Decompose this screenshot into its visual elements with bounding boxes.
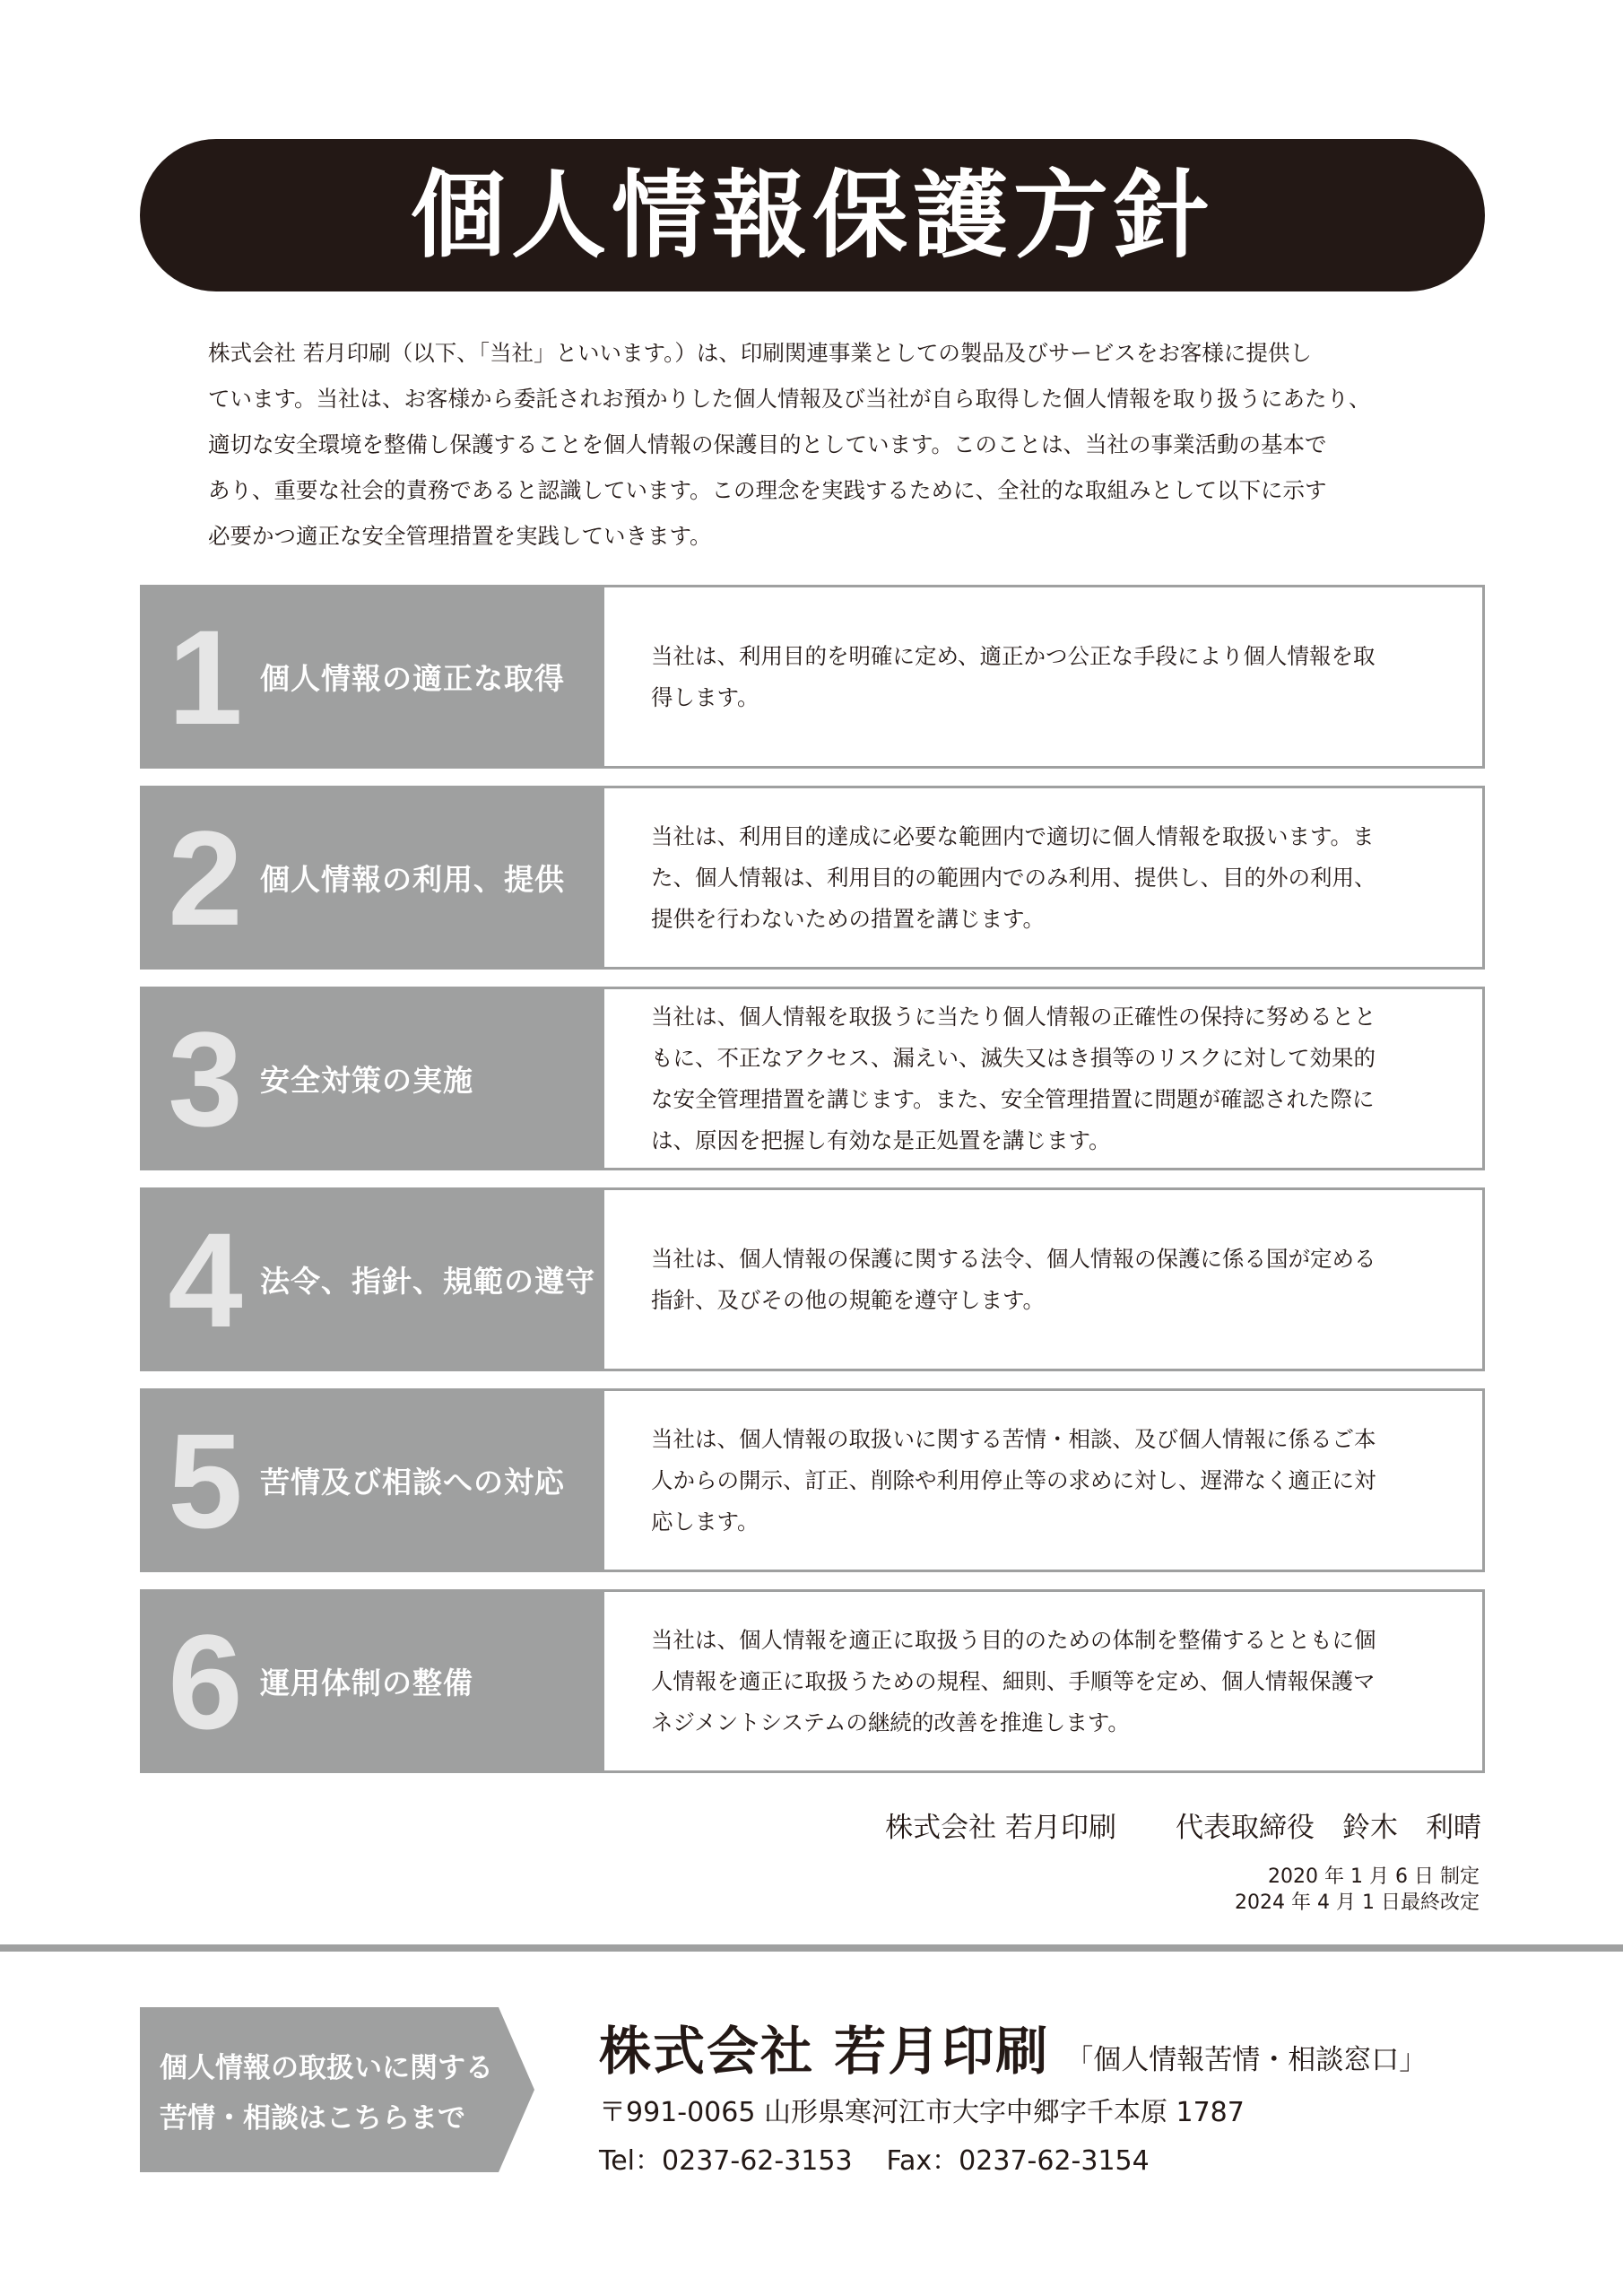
policy-body <box>651 996 1376 1161</box>
policy-body-line: もに、不正なアクセス、漏えい、滅失又はき損等のリスクに対して効果的 <box>651 1044 1376 1071</box>
contact-arrow-line: 個人情報の取扱いに関する <box>160 2052 493 2084</box>
policy-header-panel <box>140 1589 604 1773</box>
policy-heading: 法令、指針、規範の遵守 <box>260 1264 595 1299</box>
policy-heading: 安全対策の実施 <box>260 1063 473 1098</box>
policy-heading: 運用体制の整備 <box>260 1665 473 1700</box>
policy-heading: 個人情報の利用、提供 <box>260 862 565 897</box>
contact-phones <box>599 2138 1150 2178</box>
title-banner <box>140 139 1485 291</box>
intro-line: 必要かつ適正な安全管理措置を実践していきます。 <box>208 523 712 549</box>
policy-body <box>651 1419 1376 1543</box>
policy-body-panel <box>604 1589 1485 1773</box>
policy-item-6 <box>140 1589 1485 1773</box>
policy-header-panel <box>140 786 604 970</box>
policy-body-line: 当社は、利用目的を明確に定め、適正かつ公正な手段により個人情報を取 <box>651 642 1376 669</box>
policy-heading: 個人情報の適正な取得 <box>260 661 565 696</box>
policy-body-line: 当社は、利用目的達成に必要な範囲内で適切に個人情報を取扱います。ま <box>651 822 1375 849</box>
intro-line: 株式会社 若月印刷（以下、「当社」といいます。）は、印刷関連事業としての製品及びサービスをお客様に提供し <box>208 340 1312 366</box>
policy-item-2 <box>140 786 1485 970</box>
policy-body-line: 得します。 <box>651 683 759 710</box>
intro-paragraph <box>208 330 1445 559</box>
policy-body-panel <box>604 1388 1485 1572</box>
contact-address: 〒991-0065 山形県寒河江市大字中郷字千本原 1787 <box>599 2097 1245 2128</box>
contact-company <box>599 2009 1427 2084</box>
intro-line: 適切な安全環境を整備し保護することを個人情報の保護目的としています。このことは、当社の事業活動の基本で <box>208 431 1327 457</box>
policy-number: 3 <box>168 1003 243 1154</box>
policy-body <box>651 636 1376 718</box>
revision-dates <box>1235 1864 1480 1916</box>
policy-number: 1 <box>168 601 243 752</box>
policy-body <box>651 1239 1376 1321</box>
policy-number: 2 <box>168 802 243 953</box>
policy-item-4 <box>140 1187 1485 1371</box>
policy-body-line: 当社は、個人情報の保護に関する法令、個人情報の保護に係る国が定める <box>651 1245 1376 1272</box>
page-title: 個人情報保護方針 <box>411 159 1214 271</box>
policy-body-panel <box>604 786 1485 970</box>
policy-body <box>651 816 1376 940</box>
contact-desk: 「個人情報苦情・相談窓口」 <box>1065 2044 1428 2076</box>
established-date: 2020 年 1 月 6 日 制定 <box>1268 1866 1480 1888</box>
policy-body-line: 応します。 <box>651 1508 759 1535</box>
policy-body-line: 当社は、個人情報を適正に取扱う目的のための体制を整備するとともに個 <box>651 1626 1376 1653</box>
policy-number: 6 <box>168 1605 243 1757</box>
policy-header-panel <box>140 585 604 769</box>
tel-number: Tel：0237-62-3153 <box>599 2145 853 2177</box>
policy-body-line: 人情報を適正に取扱うための規程、細則、手順等を定め、個人情報保護マ <box>651 1667 1376 1694</box>
policy-body-line: ネジメントシステムの継続的改善を推進します。 <box>651 1709 1130 1735</box>
policy-body-line: 当社は、個人情報を取扱うに当たり個人情報の正確性の保持に努めるとと <box>651 1003 1376 1030</box>
signature <box>885 1805 1481 1845</box>
fax-number: Fax：0237-62-3154 <box>886 2145 1150 2177</box>
policy-body-line: 指針、及びその他の規範を遵守します。 <box>651 1286 1046 1313</box>
contact-arrow-line: 苦情・相談はこちらまで <box>160 2102 465 2135</box>
intro-line: あり、重要な社会的責務であると認識しています。この理念を実践するために、全社的な取組みとして以下に示す <box>208 477 1327 503</box>
revised-date: 2024 年 4 月 1 日最終改定 <box>1235 1892 1480 1914</box>
policy-body-line: 提供を行わないための措置を講じます。 <box>651 905 1046 932</box>
policy-heading: 苦情及び相談への対応 <box>260 1465 565 1500</box>
policy-item-1 <box>140 585 1485 769</box>
policy-body-line: 人からの開示、訂正、削除や利用停止等の求めに対し、遅滞なく適正に対 <box>651 1466 1376 1493</box>
policy-body-line: は、原因を把握し有効な是正処置を講じます。 <box>651 1126 1111 1153</box>
intro-line: ています。当社は、お客様から委託されお預かりした個人情報及び当社が自ら取得した個人情報を取り扱うにあたり、 <box>208 386 1371 412</box>
policy-header-panel <box>140 1388 604 1572</box>
company-name: 株式会社 若月印刷 <box>599 2021 1050 2082</box>
policy-item-3 <box>140 987 1485 1170</box>
policy-header-panel <box>140 987 604 1170</box>
policy-body-panel <box>604 1187 1485 1371</box>
policy-body-line: 当社は、個人情報の取扱いに関する苦情・相談、及び個人情報に係るご本 <box>651 1425 1376 1452</box>
policy-header-panel <box>140 1187 604 1371</box>
contact-arrow-banner <box>140 2007 534 2172</box>
policy-body-line: た、個人情報は、利用目的の範囲内でのみ利用、提供し、目的外の利用、 <box>651 864 1376 891</box>
policy-number: 4 <box>168 1204 243 1355</box>
policy-number: 5 <box>168 1405 243 1556</box>
policy-body-panel <box>604 987 1485 1170</box>
signature-representative: 代表取締役 鈴木 利晴 <box>1176 1812 1481 1844</box>
policy-item-5 <box>140 1388 1485 1572</box>
divider <box>0 1944 1623 1952</box>
policy-body <box>651 1620 1376 1744</box>
policy-body-line: な安全管理措置を講じます。また、安全管理措置に問題が確認された際に <box>651 1085 1375 1112</box>
policy-body-panel <box>604 585 1485 769</box>
contact-arrow-text <box>160 2043 500 2144</box>
signature-company: 株式会社 若月印刷 <box>885 1812 1116 1844</box>
